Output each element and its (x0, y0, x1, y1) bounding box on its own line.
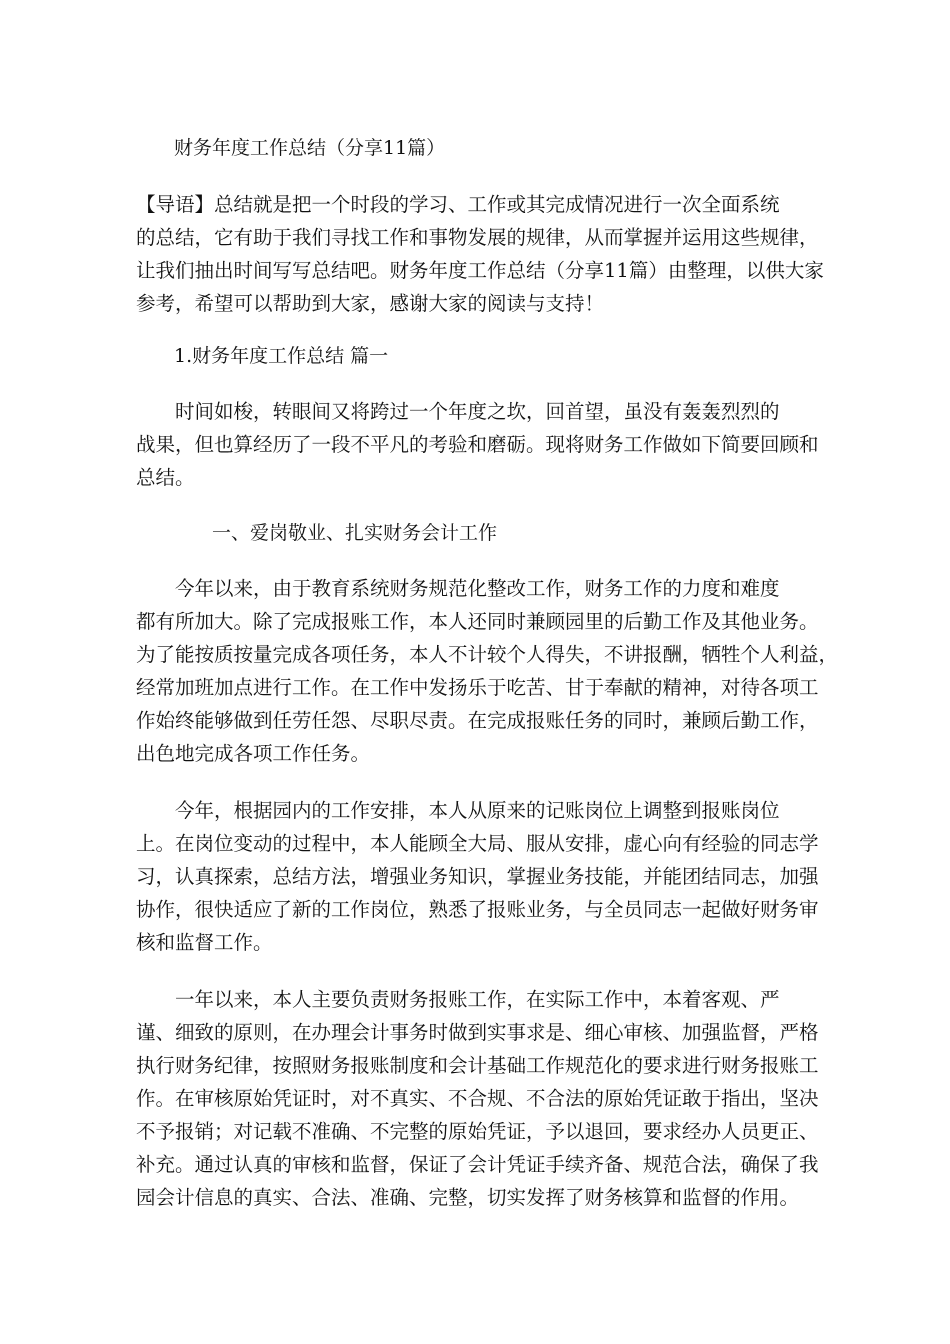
paragraph-line: 今年，根据园内的工作安排，本人从原来的记账岗位上调整到报账岗位 (136, 799, 780, 822)
subheading: 一、爱岗敬业、扎实财务会计工作 (212, 522, 498, 544)
body-paragraph (136, 572, 839, 770)
paragraph-line: 不予报销；对记载不准确、不完整的原始凭证，予以退回，要求经办人员更正、 (136, 1120, 819, 1143)
paragraph-line: 为了能按质按量完成各项任务，本人不计较个人得失，不讲报酬，牺牲个人利益， (136, 643, 839, 666)
intro-paragraph (136, 188, 824, 320)
paragraph-line: 谨、细致的原则，在办理会计事务时做到实事求是、细心审核、加强监督，严格 (136, 1021, 819, 1044)
paragraph-line: 今年以来，由于教育系统财务规范化整改工作，财务工作的力度和难度 (136, 577, 780, 600)
paragraph-line: 都有所加大。除了完成报账工作，本人还同时兼顾园里的后勤工作及其他业务。 (136, 610, 819, 633)
paragraph-line: 总结。 (136, 466, 195, 489)
paragraph-line: 园会计信息的真实、合法、准确、完整，切实发挥了财务核算和监督的作用。 (136, 1186, 800, 1209)
paragraph-line: 执行财务纪律，按照财务报账制度和会计基础工作规范化的要求进行财务报账工 (136, 1054, 819, 1077)
intro-line: 让我们抽出时间写写总结吧。财务年度工作总结（分享11篇）由整理，以供大家 (136, 259, 824, 282)
paragraph-line: 协作，很快适应了新的工作岗位，熟悉了报账业务，与全员同志一起做好财务审 (136, 898, 819, 921)
intro-line: 参考，希望可以帮助到大家，感谢大家的阅读与支持！ (136, 292, 605, 315)
section-title: 1.财务年度工作总结 篇一 (174, 345, 389, 367)
paragraph-line: 出色地完成各项工作任务。 (136, 742, 371, 765)
paragraph-line: 作。在审核原始凭证时，对不真实、不合规、不合法的原始凭证敢于指出，坚决 (136, 1087, 819, 1110)
paragraph-line: 战果，但也算经历了一段不平凡的考验和磨砺。现将财务工作做如下简要回顾和 (136, 433, 819, 456)
intro-line: 的总结，它有助于我们寻找工作和事物发展的规律，从而掌握并运用这些规律， (136, 226, 819, 249)
paragraph-line: 时间如梭，转眼间又将跨过一个年度之坎，回首望，虽没有轰轰烈烈的 (136, 400, 780, 423)
paragraph-line: 补充。通过认真的审核和监督，保证了会计凭证手续齐备、规范合法，确保了我 (136, 1153, 819, 1176)
paragraph-line: 经常加班加点进行工作。在工作中发扬乐于吃苦、甘于奉献的精神，对待各项工 (136, 676, 819, 699)
paragraph-line: 核和监督工作。 (136, 931, 273, 954)
body-paragraph (136, 983, 819, 1214)
body-paragraph (136, 395, 819, 494)
intro-line: 【导语】总结就是把一个时段的学习、工作或其完成情况进行一次全面系统 (136, 193, 780, 216)
paragraph-line: 上。在岗位变动的过程中，本人能顾全大局、服从安排，虚心向有经验的同志学 (136, 832, 819, 855)
body-paragraph (136, 794, 819, 959)
paragraph-line: 一年以来，本人主要负责财务报账工作，在实际工作中，本着客观、严 (136, 988, 780, 1011)
document-title: 财务年度工作总结（分享11篇） (174, 137, 446, 159)
paragraph-line: 习，认真探索，总结方法，增强业务知识，掌握业务技能，并能团结同志，加强 (136, 865, 819, 888)
paragraph-line: 作始终能够做到任劳任怨、尽职尽责。在完成报账任务的同时，兼顾后勤工作， (136, 709, 819, 732)
